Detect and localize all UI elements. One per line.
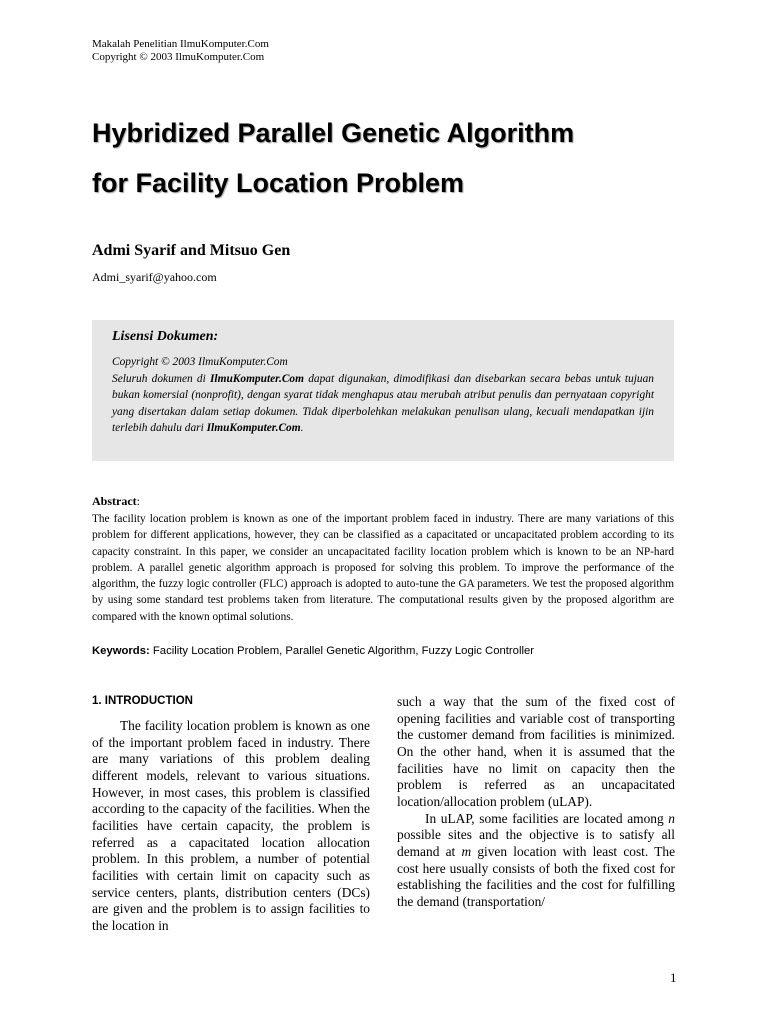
abstract-label-colon: :: [136, 494, 140, 508]
license-text-2: dapat digunakan, dimodifikasi dan disebarkan secara bebas untuk tujuan bukan komersial (nonprofit), dengan syarat tidak menghapus atau merubah atribut penulis dan pernyataan copyright yang disertakan dalam setiap dokumen. Tidak diperbolehkan melakukan penulisan ulang, kecuali mendapatkan ijin terlebih dahulu dari: [112, 372, 654, 434]
variable-m: m: [461, 843, 472, 859]
title-line-2: for Facility Location Problem: [92, 168, 465, 198]
page-number: 1: [670, 970, 677, 985]
authors: Admi Syarif and Mitsuo Gen: [92, 242, 291, 259]
license-site-1: IlmuKomputer.Com: [209, 372, 304, 385]
intro-right-paragraph-2: [397, 811, 675, 911]
license-copyright: Copyright © 2003 IlmuKomputer.Com: [112, 356, 288, 368]
header-line-2: Copyright © 2003 IlmuKomputer.Com: [92, 51, 265, 63]
title-line-1: Hybridized Parallel Genetic Algorithm: [92, 118, 575, 148]
license-title: Lisensi Dokumen:: [112, 329, 219, 344]
license-site-2: IlmuKomputer.Com: [206, 422, 301, 434]
abstract-text: The facility location problem is known as one of the important problem faced in industry. There are many variations of this problem for different applications, however, they can be classified as a capacitated or uncapacitated problem according to its capacity constraint. In this paper, we consider an uncapacitated facility location problem which is known to be an NP-hard problem. A parallel genetic algorithm approach is proposed for solving this problem. To improve the performance of the algorithm, the fuzzy logic controller (FLC) approach is adopted to auto-tune the GA parameters. We test the proposed algorithm by using some standard test problems taken from literature. The computational results given by the proposed algorithm are compared with the known optimal solutions.: [92, 513, 674, 623]
variable-n: n: [668, 810, 675, 826]
license-box: [92, 320, 674, 461]
intro-right-paragraph-1: such a way that the sum of the fixed cost of opening facilities and variable cost of transporting the customer demand from facilities is minimized. On the other hand, when it is assumed that the facilities have no limit on capacity then the problem is referred as an uncapacitated location/allocation problem (uLAP).: [397, 694, 675, 809]
running-header: [92, 38, 269, 64]
keywords-label: Keywords:: [92, 645, 150, 657]
header-line-1: Makalah Penelitian IlmuKomputer.Com: [92, 38, 269, 50]
abstract-label-text: Abstract: [92, 494, 137, 508]
license-body: [112, 354, 654, 437]
section-heading-introduction: 1. INTRODUCTION: [92, 695, 193, 707]
license-text-3: .: [300, 422, 304, 434]
author-email: Admi_syarif@yahoo.com: [92, 270, 217, 284]
para-2-text-b: possible sites and the objective is to satisfy all demand at: [397, 827, 675, 859]
paper-title: [92, 108, 692, 208]
abstract-label: [92, 494, 140, 509]
intro-left-column: The facility location problem is known as one of the important problem faced in industry. There are many variations of this problem dealing different models, relevant to various situations. However, in most cases, this problem is classified according to the capacity of the facilities. When the facilities have certain capacity, the problem is referred as a capacitated location allocation problem. In this problem, a number of potential facilities with certain limit on capacity such as service centers, plants, distribution centers (DCs) are given and the problem is to assign facilities to the location in: [92, 718, 370, 933]
para-2-text-c: given location with least cost. The cost here usually consists of both the fixed cost for establishing the facilities and the cost for fulfilling the demand (transportation/: [397, 843, 676, 909]
license-text-1: Seluruh dokumen di: [112, 372, 210, 385]
para-2-text-a: In uLAP, some facilities are located among: [425, 810, 669, 826]
keywords-text: Facility Location Problem, Parallel Genetic Algorithm, Fuzzy Logic Controller: [149, 645, 535, 657]
keywords: [92, 645, 692, 657]
intro-right-column: [397, 694, 675, 911]
